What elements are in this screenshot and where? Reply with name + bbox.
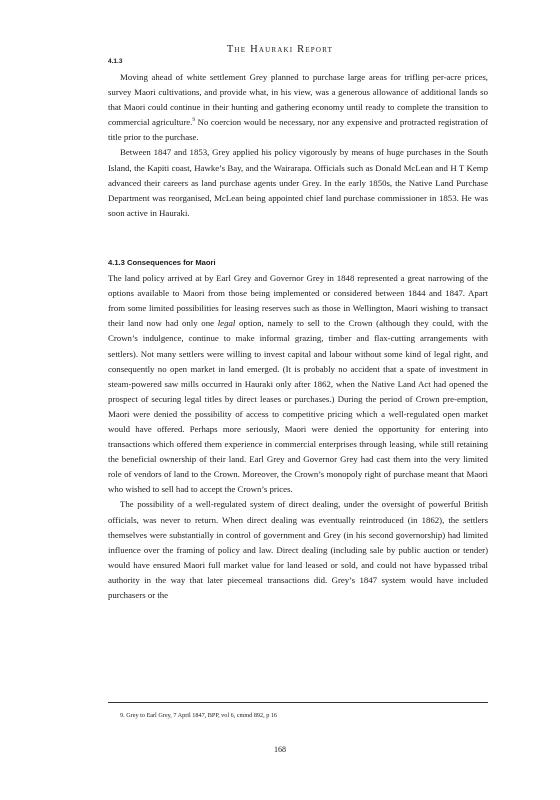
footnote-reference[interactable]: 9 xyxy=(192,117,196,124)
paragraph-settlement-plan xyxy=(108,70,488,145)
body-text xyxy=(108,70,488,603)
running-header: The Hauraki Report xyxy=(226,44,334,55)
paragraph-consequences xyxy=(108,271,488,497)
section-tag: 4.1.3 xyxy=(108,58,123,65)
paragraph-direct-dealing: The possibility of a well-regulated system of direct dealing, under the oversight of powerful British officials, was never to return. When direct dealing was eventually reintroduced (in 1862), the settlers themselves were substantially in control of government and Grey (in his second governorship) had limited influence over the framing of policy and law. Direct dealing (including sale by public auction or tender) would have ensured Maori full market value for land leased or sold, and could not have bypassed tribal authority in the way that later piecemeal transactions did. Grey’s 1847 system would have included purchasers or the xyxy=(108,499,488,600)
paragraph-text: option, namely to sell to the Crown (although they could, with the Crown’s indulgence, continue to make informal grazing, timber and flax-cutting arrangements with settlers). Not many settlers were willing to invest capital and labour without some kind of legal right, and consequently no open market in land emerged. (It is probably no accident that a spate of investment in steam-powered saw mills occurred in Hauraki only after 1862, when the Native Land Act had opened the prospect of securing legal titles by direct leases or purchases.) During the period of Crown pre-emption, Maori were denied the possibility of access to competitive pricing which a well-regulated open market would have offered. Perhaps more seriously, Maori were denied the opportunity for entering into transactions which offered them experience in commercial enterprises through leasing, while still retaining the beneficial ownership of their land. Earl Grey and Governor Grey had cast them into the very limited role of vendors of land to the Crown. Moreover, the Crown’s monopoly right of purchase meant that Maori who wished to sell had to accept the Crown’s prices. xyxy=(108,318,488,495)
emphasis-text: legal xyxy=(217,318,236,329)
paragraph-text: The land policy arrived at by Earl Grey and Governor Grey in 1848 represented a great narrowing of the options available to Maori from those being implemented or considered between 1844 and 1847. Apart from some limited possibilities for leasing reserves such as those in Wellington, Maori wishing to transact their land now had only one xyxy=(108,273,488,329)
paragraph-grey-purchases: Between 1847 and 1853, Grey applied his policy vigorously by means of huge purchases in the South Island, the Kapiti coast, Hawke’s Bay, and the Wairarapa. Officials such as Donald McLean and H T Kemp advanced their careers as land purchase agents under Grey. In the early 1850s, the Native Land Purchase Department was reorganised, McLean being appointed chief land purchase commissioner in 1853. He was soon active in Hauraki. xyxy=(108,147,488,218)
section-heading: 4.1.3 Consequences for Maori xyxy=(108,257,216,267)
footnote: 9. Grey to Earl Grey, 7 April 1847, BPP, vol 6, cmmd 892, p 16 xyxy=(120,712,278,719)
paragraph-text: Moving ahead of white settlement Grey planned to purchase large areas for trifling per-acre prices, survey Maori cultivations, and provide what, in his view, was a generous allowance of additional lands so that Maori could continue in their hunting and gathering economy until ready to complete the transition to commercial agriculture. xyxy=(108,72,488,128)
paragraph-text: No coercion would be necessary, nor any expensive and protracted registration of title prior to the purchase. xyxy=(108,117,488,143)
page-number: 168 xyxy=(274,745,286,754)
footnote-divider xyxy=(108,702,488,703)
